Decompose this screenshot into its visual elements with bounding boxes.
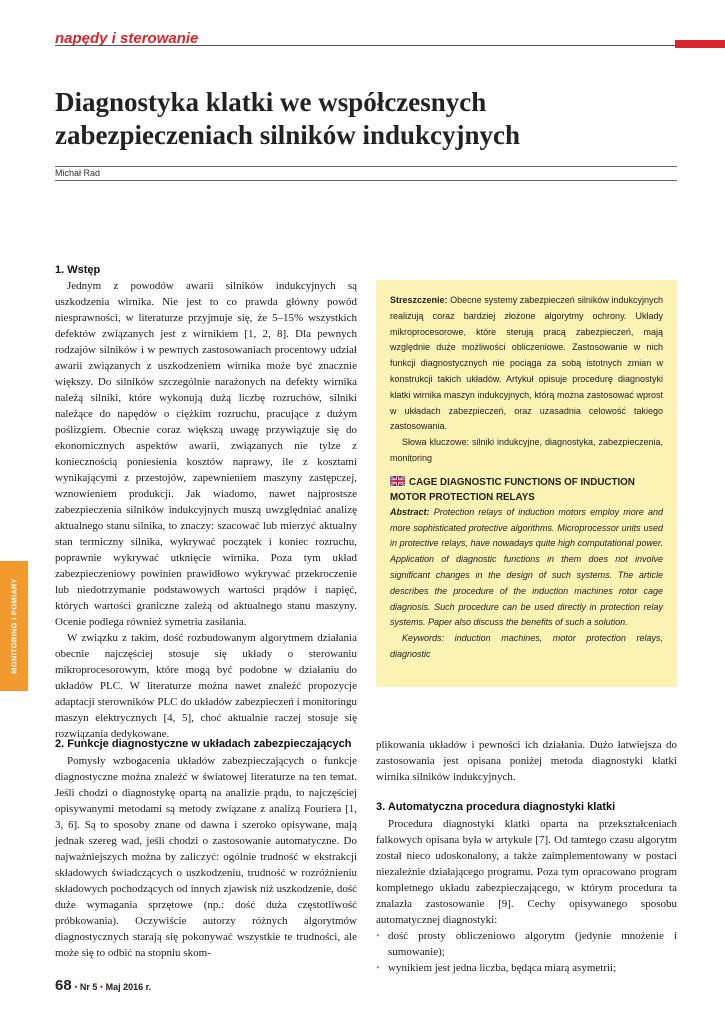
section-1-heading: 1. Wstęp — [55, 264, 101, 276]
header-rule — [55, 45, 677, 46]
section-3-heading: 3. Automatyczna procedura diagnostyki klatki — [376, 801, 616, 813]
english-title-text: CAGE DIAGNOSTIC FUNCTIONS OF INDUCTION MOTOR PROTECTION RELAYS — [390, 476, 635, 503]
list-item: • dość prosty obliczeniowo algorytm (jedynie mnożenie i sumowanie); — [376, 928, 677, 960]
list-item: • wynikiem jest jedna liczba, będąca miarą asymetrii; — [376, 960, 677, 976]
section-2-paragraph-1: Pomysły wzbogacenia układów zabezpieczających o funkcje diagnostyczne można znaleźć w światowej literaturze na ten temat. Jeśli chodzi o diagnostykę opartą na analizie prądu, to najczęściej opisywanymi metodami są metody związane z analizą Fouriera [1, 3, 6]. Są to sposoby znane od dawna i szeroko opisywane, mają jednak szereg wad, jeśli chodzi o zastosowanie automatyczne. Do najważniejszych można by zaliczyć: ogólnie trudność w ekstrakcji składowych świadczących o uszkodzeniu, trudność w rozróżnieniu składowych pochodzących od innych zjawisk niż uszkodzenie, dość duże wymagania sprzętowe (np.: dość duża częstotliwość próbkowania). Oczywiście autorzy różnych algorytmów diagnostycznych starają się pokonywać wszystkie te trudności, ale może się to odbić na stopniu skom- — [55, 755, 357, 959]
abstract-label: Abstract: — [390, 506, 430, 517]
section-1-paragraph-2: W związku z takim, dość rozbudowanym algorytmem działania obecnie najczęściej stosuje się układy o sterowaniu mikroprocesorowym, które mogą być podobne w działaniu do układów PLC. W literaturze można nawet znaleźć propozycje adaptacji sterowników PLC do układów zabezpieczeń i monitoringu maszyn elektrycznych [4, 5], choć aktualnie raczej stosuje się rozwiązania dedykowane. — [55, 632, 357, 740]
section-2 — [55, 737, 357, 961]
issue-number: Nr 5 — [79, 982, 98, 992]
author-rule-bottom — [55, 180, 677, 181]
keywords: Keywords: induction machines, motor protection relays, diagnostic — [390, 633, 663, 659]
title-line-2: zabezpieczeniach silników indukcyjnych — [55, 120, 521, 150]
abstract-english — [390, 505, 663, 631]
abstract-text: Protection relays of induction motors employ more and more sophisticated protective algorithms. Microprocessor units used in protective relays, have nowadays quite high computational power. Application of diagnostic functions in them does not involve significant changes in the design of such systems. The article describes the procedure of the induction machines rotor cage diagnosis. Such procedure can be used directly in protection relay systems. Paper also discuss the benefits of such a solution. — [390, 506, 663, 628]
streszczenie — [390, 293, 663, 435]
section-2-continuation: plikowania układów i pewności ich działania. Dużo łatwiejsza do zastosowania jest opisana poniżej metoda diagnostyki klatki wirnika silników indukcyjnych. — [376, 739, 677, 783]
section-1 — [55, 262, 357, 742]
page-number: 68 — [55, 977, 72, 994]
streszczenie-label: Streszczenie: — [390, 295, 448, 305]
slowa-kluczowe: Słowa kluczowe: silniki indukcyjne, diagnostyka, zabezpieczenia, monitoring — [390, 437, 663, 463]
article-title — [55, 86, 665, 152]
footer-dot: • — [74, 982, 78, 992]
section-3-paragraph-1: Procedura diagnostyki klatki oparta na przekształceniach falkowych opisana była w artykule [7]. Od tamtego czasu algorytm został nieco udoskonalony, a także zaimplementowany w postaci niezależnie działającego programu. Poza tym opracowano program kompletnego układu zabezpieczającego, w którym procedura ta znalazła zastosowanie [9]. Cechy opisywanego sposobu automatycznej diagnostyki: — [376, 818, 677, 926]
issue-date: Maj 2016 r. — [105, 982, 152, 992]
header-accent-bar — [675, 40, 725, 48]
author: Michał Rad — [55, 168, 101, 178]
section-tag: napędy i sterowanie — [55, 30, 199, 47]
title-line-1: Diagnostyka klatki we współczesnych — [55, 87, 487, 117]
section-1-paragraph-1: Jednym z powodów awarii silników indukcyjnych są uszkodzenia wirnika. Nie jest to co prawda główny powód niesprawności, w literaturze przyjmuje się, że 5–15% wszystkich defektów związanych jest z wirnikiem [1, 2, 8]. Dla pewnych rodzajów silników i w pewnych zastosowaniach procentowy udział awarii związanych z uszkodzeniem wirnika może być znacznie większy. Do silników szczególnie narażonych na defekty wirnika należą silniki, które wykonują dużą liczbę rozruchów, silniki należące do napędów o ciężkim rozruchu, pracujące z dużym poślizgiem. Obecnie coraz większą uwagę przywiązuje się do ekonomicznych aspektów awarii, związanych nie tylze z koniecznością poniesienia kosztów naprawy, ile z kosztami wynikającymi z przestojów, zapewnieniem maszyny zastępczej, wznowieniem produkcji. Jak wiadomo, nawet najprostsze zabezpieczenia silników indukcyjnych muszą uwzględniać analizę aktualnego stanu silnika, to znaczy: szacować lub mierzyć aktualny stan termiczny silnika, wykrywać początek i koniec rozruchu, poprawnie wykrywać utknięcie wirnika. Poza tym układ zabezpieczeniowy powinien prawidłowo wykrywać przekroczenie lub niedotrzymanie podstawowych wartości prądów i napięć, których wartości graniczne zależą od aktualnego stanu maszyny. Ocenie podlega również symetria zasilania. — [55, 280, 357, 628]
feature-list — [376, 928, 677, 976]
streszczenie-text: Obecne systemy zabezpieczeń silników indukcyjnych realizują coraz bardziej złożone algorytmy ochrony. Układy mikroprocesorowe, które sterują pracą zabezpieczeń, mają względnie duże możliwości obliczeniowe. Zastosowanie w nich funkcji diagnostycznych nie pociąga za sobą istotnych zmian w konstrukcji takich układów. Artykuł opisuje procedurę diagnostyki klatki wirnika maszyn indukcyjnych, którą można zastosować wprost w układach zabezpieczeń, oraz uzasadnia celowość takiego zastosowania. — [390, 295, 663, 432]
uk-flag-icon — [390, 476, 405, 486]
section-2-heading: 2. Funkcje diagnostyczne w układach zabezpieczających — [55, 738, 352, 750]
right-column — [376, 737, 677, 976]
footer-dot: • — [99, 982, 104, 992]
side-tab-label: MONITORING I POMIARY — [9, 578, 19, 674]
author-rule-top — [55, 166, 677, 167]
english-title — [390, 475, 663, 505]
page-footer — [55, 977, 151, 994]
abstract-box — [376, 280, 677, 687]
